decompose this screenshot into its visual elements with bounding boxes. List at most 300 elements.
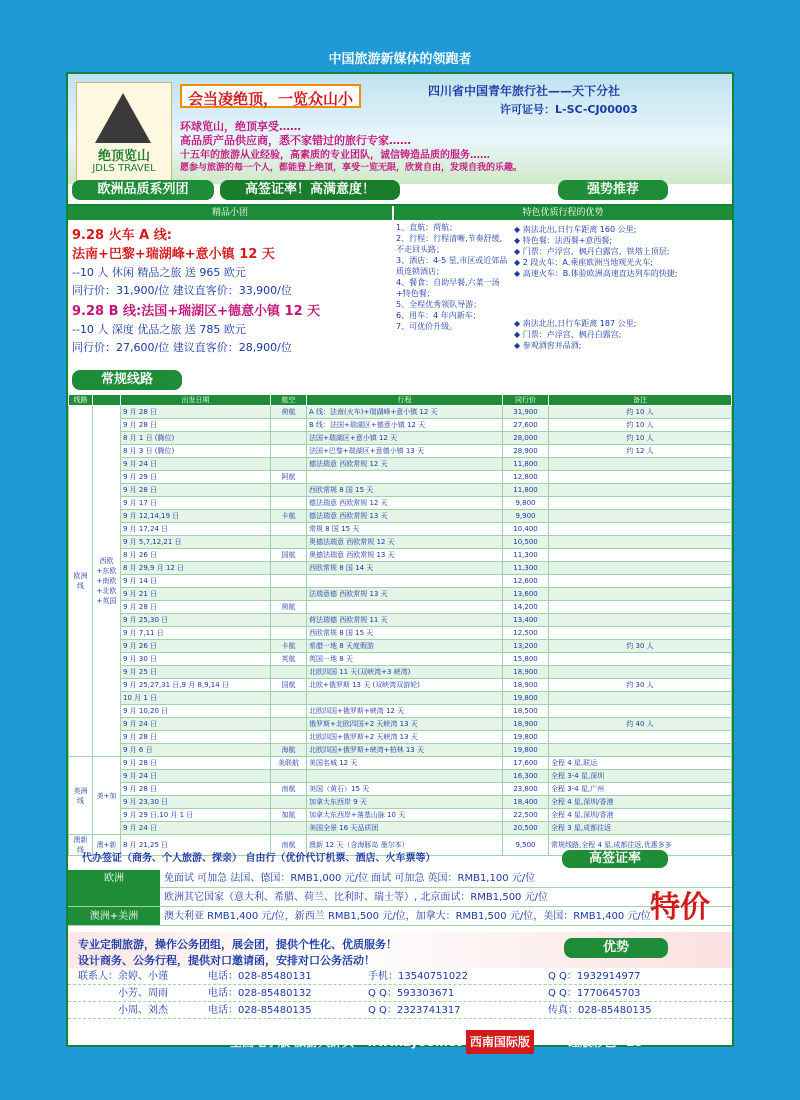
table-row — [69, 510, 732, 523]
tour-b-title: 9.28 B 线:法国+瑞湖区+德意小镇 12 天 — [72, 304, 321, 319]
visa-europe-1 — [68, 870, 732, 888]
itinerary-cell: A 线：法南(火车)+瑞湖峰+意小镇 12 天 — [307, 406, 503, 419]
col-header: 备注 — [549, 395, 732, 406]
itinerary-cell: 加拿大东西岸+落基山脉 10 天 — [307, 809, 503, 822]
price-cell: 15,800 — [503, 653, 549, 666]
airline-cell — [271, 731, 307, 744]
itinerary-cell: 西欧常规 8 国 15 天 — [307, 484, 503, 497]
itinerary-cell: 德法瑞意 西欧常规 12 天 — [307, 458, 503, 471]
contact-field: Q Q：1932914977 — [548, 971, 641, 982]
itinerary-cell: 美国（黄石）15 天 — [307, 783, 503, 796]
note-cell — [549, 588, 732, 601]
table-row — [69, 783, 732, 796]
note-cell — [549, 497, 732, 510]
itinerary-cell: 希腊一地 8 天度假游 — [307, 640, 503, 653]
note-cell — [549, 705, 732, 718]
date-cell: 9 月 21 日 — [121, 588, 271, 601]
tour-a-price: 同行价：31,900/位 建议直客价：33,900/位 — [72, 284, 292, 297]
price-cell: 28,000 — [503, 432, 549, 445]
table-row — [69, 445, 732, 458]
note-cell — [549, 458, 732, 471]
airline-cell — [271, 666, 307, 679]
table-row — [69, 770, 732, 783]
table-row — [69, 796, 732, 809]
itinerary-cell: 法国+巴黎+瑞湖区+意德小镇 13 天 — [307, 445, 503, 458]
price-cell: 27,600 — [503, 419, 549, 432]
price-cell: 13,600 — [503, 588, 549, 601]
table-row — [69, 406, 732, 419]
airline-cell — [271, 575, 307, 588]
custom-line-1: 专业定制旅游，操作公务团组，展会团，提供个性化、优质服务！ — [78, 938, 397, 951]
table-row — [69, 497, 732, 510]
note-cell: 约 12 人 — [549, 445, 732, 458]
price-cell: 12,800 — [503, 471, 549, 484]
price-cell: 13,400 — [503, 614, 549, 627]
feature-item: 5、全程优秀领队导游； — [396, 300, 482, 309]
custom-tour-section — [68, 932, 732, 968]
note-cell — [549, 471, 732, 484]
itinerary-cell: 北欧四国+俄罗斯+2 天峡湾 13 天 — [307, 731, 503, 744]
footer-section: 红版彩色 — [568, 1035, 617, 1049]
table-row — [69, 484, 732, 497]
series-tag: 欧洲品质系列团 — [72, 180, 214, 200]
table-row — [69, 562, 732, 575]
price-cell: 18,900 — [503, 679, 549, 692]
visa-europe-label: 欧洲 — [68, 870, 160, 908]
tour-b-advantages — [514, 318, 728, 351]
advantage-item: ◆ 南法北出,日行车距离 160 公里; — [514, 225, 637, 234]
airline-cell: 海航 — [271, 744, 307, 757]
special-price-label: 特价 — [650, 890, 710, 925]
routes-table — [68, 394, 732, 856]
feature-tours — [68, 204, 732, 372]
itinerary-cell: 西欧常规 8 国 14 天 — [307, 562, 503, 575]
footer-edition: 全国电子版 旅游大辞典 — [230, 1035, 355, 1049]
tour-a-advantages — [514, 224, 728, 279]
price-cell: 19,800 — [503, 692, 549, 705]
airline-cell: 英航 — [271, 653, 307, 666]
date-cell: 9 月 23,30 日 — [121, 796, 271, 809]
feature-item: 3、酒店：4-5 星,市区或近郊品质连锁酒店； — [396, 256, 508, 276]
airline-cell — [271, 419, 307, 432]
price-cell: 28,900 — [503, 445, 549, 458]
itinerary-cell — [307, 575, 503, 588]
note-cell: 全程 4 星,深圳/香港 — [549, 796, 732, 809]
note-cell: 全程 4 星,联运 — [549, 757, 732, 770]
table-row — [69, 471, 732, 484]
tour-b-desc: --10 人 深度 优品之旅 送 785 欧元 — [72, 323, 246, 336]
note-cell: 全程 3-4 星,深圳 — [549, 770, 732, 783]
visa-tag: 高签证率 — [562, 850, 668, 868]
airline-cell: 卡航 — [271, 510, 307, 523]
itinerary-cell: 西欧常规 8 国 15 天 — [307, 627, 503, 640]
table-row — [69, 822, 732, 835]
itinerary-cell: 常规 8 国 15 天 — [307, 523, 503, 536]
itinerary-cell: 澳新 12 天（含海豚岛 墨尔本） — [307, 835, 503, 856]
date-cell: 9 月 7,11 日 — [121, 627, 271, 640]
subregion-cell: 西欧+东欧+南欧+北欧+英国 — [93, 406, 121, 757]
logo-en: JDLS TRAVEL — [92, 163, 156, 174]
table-row — [69, 666, 732, 679]
footer-region: 西南国际版 — [466, 1030, 534, 1054]
airline-cell: 荷航 — [271, 406, 307, 419]
visa-aus-text: 澳大利亚 RMB1,400 元/位，新西兰 RMB1,500 元/位，加拿大：RMB1,500 元/位，美国：RMB1,400 元/位 — [164, 911, 651, 922]
date-cell: 9 月 26 日 — [121, 640, 271, 653]
airline-cell — [271, 770, 307, 783]
feature-header-right: 特色优质行程的优势 — [394, 206, 732, 220]
airline-cell — [271, 614, 307, 627]
tour-a-route: 法南+巴黎+瑞湖峰+意小镇 12 天 — [72, 247, 275, 262]
note-cell: 约 10 人 — [549, 419, 732, 432]
date-cell: 9 月 29 日,10 月 1 日 — [121, 809, 271, 822]
note-cell — [549, 484, 732, 497]
ad-page — [66, 72, 734, 1047]
tour-a-desc: --10 人 休闲 精品之旅 送 965 欧元 — [72, 266, 246, 279]
airline-cell — [271, 536, 307, 549]
itinerary-cell: 美国名城 12 天 — [307, 757, 503, 770]
price-cell: 18,900 — [503, 718, 549, 731]
tour-b-price: 同行价：27,600/位 建议直客价：28,900/位 — [72, 341, 292, 354]
airline-cell: 美联航 — [271, 757, 307, 770]
date-cell: 9 月 17,24 日 — [121, 523, 271, 536]
date-cell: 9 月 14 日 — [121, 575, 271, 588]
price-cell: 19,800 — [503, 744, 549, 757]
note-cell: 约 40 人 — [549, 718, 732, 731]
header-line-1: 环球览山，绝顶享受…… — [180, 120, 301, 133]
price-cell: 9,800 — [503, 497, 549, 510]
date-cell: 9 月 24 日 — [121, 718, 271, 731]
price-cell: 12,600 — [503, 575, 549, 588]
price-cell: 22,500 — [503, 809, 549, 822]
feature-header-left: 精品小团 — [68, 206, 392, 220]
note-cell: 常规线路,全程 4 星,成都往返,优惠多多 — [549, 835, 732, 856]
visa-aus — [68, 908, 732, 926]
header-line-3: 十五年的旅游从业经验，高素质的专业团队，诚信铸造品质的服务…… — [180, 150, 490, 161]
note-cell: 全程 3-4 星,广州 — [549, 783, 732, 796]
airline-cell — [271, 822, 307, 835]
itinerary-cell: 奥德法瑞意 西欧常规 13 天 — [307, 549, 503, 562]
date-cell: 9 月 6 日 — [121, 744, 271, 757]
col-header: 出发日期 — [121, 395, 271, 406]
table-row — [69, 601, 732, 614]
advantage-item: ◆ 高速火车：B.体验欧洲高速直达列车的快捷; — [514, 269, 678, 278]
custom-tag: 优势 — [564, 938, 668, 958]
advantage-item: ◆ 2 段火车：A.乘座欧洲当地观光火车; — [514, 258, 653, 267]
visa-rate-tag: 高签证率！高满意度！ — [220, 180, 400, 200]
itinerary-cell: 加拿大东西岸 9 天 — [307, 796, 503, 809]
feature-item: 1、直航：荷航； — [396, 223, 458, 232]
airline-cell — [271, 692, 307, 705]
price-cell: 11,300 — [503, 562, 549, 575]
price-cell: 9,900 — [503, 510, 549, 523]
price-cell: 31,900 — [503, 406, 549, 419]
route-body — [69, 406, 732, 856]
note-cell — [549, 523, 732, 536]
brand-slogan: 会当凌绝顶，一览众山小 — [180, 84, 361, 108]
table-row — [69, 653, 732, 666]
agency-header — [68, 74, 732, 184]
price-cell: 18,900 — [503, 666, 549, 679]
date-cell: 9 月 28 日 — [121, 731, 271, 744]
date-cell: 8 月 1 日 (腾位) — [121, 432, 271, 445]
table-row — [69, 432, 732, 445]
itinerary-cell: 英国一地 8 天 — [307, 653, 503, 666]
airline-cell: 南航 — [271, 783, 307, 796]
note-cell — [549, 744, 732, 757]
contact-field: 联系人：余婷、小谨 — [78, 971, 168, 982]
table-row — [69, 627, 732, 640]
note-cell — [549, 575, 732, 588]
license-number: 许可证号：L-SC-CJ00003 — [500, 103, 638, 116]
itinerary-cell: 德法瑞意 西欧常规 13 天 — [307, 510, 503, 523]
airline-cell: 卡航 — [271, 640, 307, 653]
date-cell: 9 月 10,20 日 — [121, 705, 271, 718]
table-row — [69, 705, 732, 718]
table-row — [69, 419, 732, 432]
region-cell: 美洲线 — [69, 757, 93, 835]
itinerary-cell: 法瑞意德 西欧常规 13 天 — [307, 588, 503, 601]
table-row — [69, 549, 732, 562]
feature-list — [396, 222, 508, 332]
price-cell: 10,500 — [503, 536, 549, 549]
note-cell — [549, 653, 732, 666]
itinerary-cell — [307, 601, 503, 614]
note-cell: 约 10 人 — [549, 432, 732, 445]
date-cell: 9 月 25 日 — [121, 666, 271, 679]
price-cell: 11,800 — [503, 458, 549, 471]
table-row — [69, 744, 732, 757]
itinerary-cell: 俄罗斯+北欧四国+2 天峡湾 13 天 — [307, 718, 503, 731]
tour-b — [72, 300, 390, 355]
visa-europe-1-text: 免面试 可加急 法国、德国：RMB1,000 元/位 面试 可加急 英国：RMB1,100 元/位 — [164, 873, 536, 884]
date-cell: 9 月 25,27,31 日,9 月 8,9,14 日 — [121, 679, 271, 692]
table-row — [69, 523, 732, 536]
feature-item: 7、可优价升级。 — [396, 322, 458, 331]
visa-europe-2: 欧洲其它国家（意大利、希腊、荷兰、比利时、瑞士等）, 北京面试：RMB1,500 元/位 — [68, 889, 732, 907]
table-row — [69, 731, 732, 744]
itinerary-cell: 北欧四国+俄罗斯+峡湾+柏林 13 天 — [307, 744, 503, 757]
date-cell: 9 月 24 日 — [121, 822, 271, 835]
contact-row — [68, 985, 732, 1002]
table-row — [69, 536, 732, 549]
date-cell: 9 月 29 日 — [121, 471, 271, 484]
contact-field: 电话：028-85480132 — [208, 988, 312, 999]
advantage-item: ◆ 参观酒窖并品酒; — [514, 341, 582, 350]
note-cell — [549, 549, 732, 562]
date-cell: 9 月 28 日 — [121, 406, 271, 419]
subregion-cell: 澳+新 — [93, 835, 121, 856]
visa-section — [68, 850, 732, 930]
price-cell: 19,800 — [503, 731, 549, 744]
date-cell: 8 月 29,9 月 12 日 — [121, 562, 271, 575]
region-cell: 欧洲线 — [69, 406, 93, 757]
price-cell: 10,400 — [503, 523, 549, 536]
itinerary-cell: 北欧四国 11 天(双峡湾+3 峡湾) — [307, 666, 503, 679]
note-cell — [549, 562, 732, 575]
note-cell — [549, 627, 732, 640]
advantage-item: ◆ 门票：卢浮宫、枫丹白露宫; — [514, 330, 622, 339]
contact-field: 电话：028-85480131 — [208, 971, 312, 982]
itinerary-cell: 德法瑞意 西欧常规 12 天 — [307, 497, 503, 510]
airline-cell — [271, 523, 307, 536]
table-row — [69, 679, 732, 692]
logo — [76, 82, 172, 182]
airline-cell — [271, 484, 307, 497]
contact-field: 传真：028-85480135 — [548, 1005, 652, 1016]
airline-cell — [271, 796, 307, 809]
contact-field: Q Q：2323741317 — [368, 1005, 461, 1016]
table-row — [69, 809, 732, 822]
table-row — [69, 640, 732, 653]
table-row — [69, 614, 732, 627]
airline-cell: 国航 — [271, 549, 307, 562]
contacts — [68, 968, 732, 1020]
date-cell: 9 月 5,7,12,21 日 — [121, 536, 271, 549]
note-cell — [549, 731, 732, 744]
price-cell: 11,300 — [503, 549, 549, 562]
header-line-4: 愿参与旅游的每一个人，都能登上绝顶，享受一览无限，欣赏自由，发现自我的乐趣。 — [180, 163, 523, 173]
price-cell: 11,800 — [503, 484, 549, 497]
col-header: 航空 — [271, 395, 307, 406]
table-row — [69, 757, 732, 770]
airline-cell — [271, 432, 307, 445]
date-cell: 9 月 28 日 — [121, 484, 271, 497]
contact-field: 小周、刘杰 — [118, 1005, 168, 1016]
visa-title: 代办签证（商务、个人旅游、探亲） 自由行（优价代订机票、酒店、火车票等） — [82, 853, 436, 864]
itinerary-cell: 奥德法瑞意 西欧常规 12 天 — [307, 536, 503, 549]
itinerary-cell — [307, 770, 503, 783]
airline-cell — [271, 445, 307, 458]
date-cell: 9 月 24 日 — [121, 458, 271, 471]
table-row — [69, 588, 732, 601]
date-cell: 9 月 28 日 — [121, 601, 271, 614]
top-banner — [0, 0, 800, 72]
table-row — [69, 692, 732, 705]
routes-section-title: 常规线路 — [72, 370, 182, 390]
advantage-tag: 强势推荐 — [558, 180, 668, 200]
note-cell: 约 30 人 — [549, 640, 732, 653]
itinerary-cell: 荷法瑞德 西欧常规 11 天 — [307, 614, 503, 627]
slogan: 中国旅游新媒体的领跑者 — [328, 52, 472, 67]
subregion-cell: 美+加 — [93, 757, 121, 835]
col-header: 行程 — [307, 395, 503, 406]
price-cell: 18,400 — [503, 796, 549, 809]
tag-row — [68, 178, 732, 204]
airline-cell: 国航 — [271, 679, 307, 692]
advantage-item: ◆ 特色餐：法西餐+意西餐; — [514, 236, 613, 245]
airline-cell — [271, 588, 307, 601]
date-cell: 9 月 30 日 — [121, 653, 271, 666]
price-cell: 14,200 — [503, 601, 549, 614]
note-cell — [549, 536, 732, 549]
tour-a-title: 9.28 火车 A 线: — [72, 228, 172, 243]
date-cell: 9 月 28 日 — [121, 783, 271, 796]
table-row — [69, 718, 732, 731]
date-cell: 8 月 3 日 (腾位) — [121, 445, 271, 458]
price-cell: 16,300 — [503, 770, 549, 783]
col-header: 线路 — [69, 395, 93, 406]
feature-item: 2、行程：行程清晰,节奏舒缓,不走回头路； — [396, 234, 503, 254]
price-cell: 17,600 — [503, 757, 549, 770]
note-cell: 约 30 人 — [549, 679, 732, 692]
date-cell: 9 月 25,30 日 — [121, 614, 271, 627]
region-cell: 澳新线 — [69, 835, 93, 856]
airline-cell — [271, 562, 307, 575]
airline-cell: 荷航 — [271, 601, 307, 614]
note-cell — [549, 510, 732, 523]
contact-row — [68, 1002, 732, 1019]
feature-item: 6、用车：4 年内新车； — [396, 311, 481, 320]
tour-a — [72, 224, 390, 298]
date-cell: 9 月 24 日 — [121, 770, 271, 783]
note-cell: 全程 4 星,深圳/香港 — [549, 809, 732, 822]
itinerary-cell: 美国全景 16 天品质团 — [307, 822, 503, 835]
date-cell: 8 月 21,25 日 — [121, 835, 271, 856]
date-cell: 10 月 1 日 — [121, 692, 271, 705]
date-cell: 9 月 17 日 — [121, 497, 271, 510]
contact-field: 电话：028-85480135 — [208, 1005, 312, 1016]
mountain-icon — [95, 93, 151, 143]
date-cell: 9 月 28 日 — [121, 419, 271, 432]
table-row — [69, 575, 732, 588]
itinerary-cell — [307, 471, 503, 484]
price-cell: 23,800 — [503, 783, 549, 796]
contact-field: Q Q：593303671 — [368, 988, 455, 999]
header-line-2: 高品质产品供应商，悉不家错过的旅行专家…… — [180, 134, 411, 147]
footer — [230, 1030, 740, 1054]
airline-cell: 南航 — [271, 835, 307, 856]
agency-name: 四川省中国青年旅行社——天下分社 — [428, 84, 621, 98]
footer-page: 25 — [626, 1035, 643, 1049]
price-cell: 9,500 — [503, 835, 549, 856]
note-cell — [549, 666, 732, 679]
table-row — [69, 458, 732, 471]
contact-field: 手机：13540751022 — [368, 971, 468, 982]
note-cell — [549, 614, 732, 627]
itinerary-cell: B 线：法国+瑞湖区+德意小镇 12 天 — [307, 419, 503, 432]
custom-line-2: 设计商务、公务行程，提供对口邀请函，安排对口公务活动！ — [78, 954, 375, 967]
itinerary-cell: 北欧+俄罗斯 13 天 (双峡湾双游轮) — [307, 679, 503, 692]
advantage-item: ◆ 门票：卢浮宫、枫丹白露宫、铁塔上顶层; — [514, 247, 670, 256]
price-cell: 13,200 — [503, 640, 549, 653]
price-cell: 12,500 — [503, 627, 549, 640]
price-cell: 20,500 — [503, 822, 549, 835]
col-header — [93, 395, 121, 406]
airline-cell: 阿航 — [271, 471, 307, 484]
airline-cell — [271, 718, 307, 731]
visa-aus-label: 澳洲+美洲 — [68, 908, 160, 925]
note-cell: 约 10 人 — [549, 406, 732, 419]
contact-field: Q Q：1770645703 — [548, 988, 641, 999]
date-cell: 9 月 12,14,19 日 — [121, 510, 271, 523]
airline-cell — [271, 458, 307, 471]
date-cell: 8 月 26 日 — [121, 549, 271, 562]
airline-cell — [271, 705, 307, 718]
date-cell: 9 月 28 日 — [121, 757, 271, 770]
airline-cell — [271, 497, 307, 510]
footer-site[interactable]: www.zyoo.net — [366, 1035, 462, 1049]
advantage-item: ◆ 南法北出,日行车距离 187 公里; — [514, 319, 637, 328]
itinerary-cell: 法国+瑞湖区+意小镇 12 天 — [307, 432, 503, 445]
airline-cell — [271, 627, 307, 640]
note-cell — [549, 601, 732, 614]
note-cell — [549, 692, 732, 705]
contact-field: 小芳、周雨 — [118, 988, 168, 999]
itinerary-cell: 北欧四国+俄罗斯+峡湾 12 天 — [307, 705, 503, 718]
logo-cn: 绝顶览山 — [97, 149, 150, 164]
price-cell: 18,500 — [503, 705, 549, 718]
note-cell: 全程 3 星,成都往返 — [549, 822, 732, 835]
